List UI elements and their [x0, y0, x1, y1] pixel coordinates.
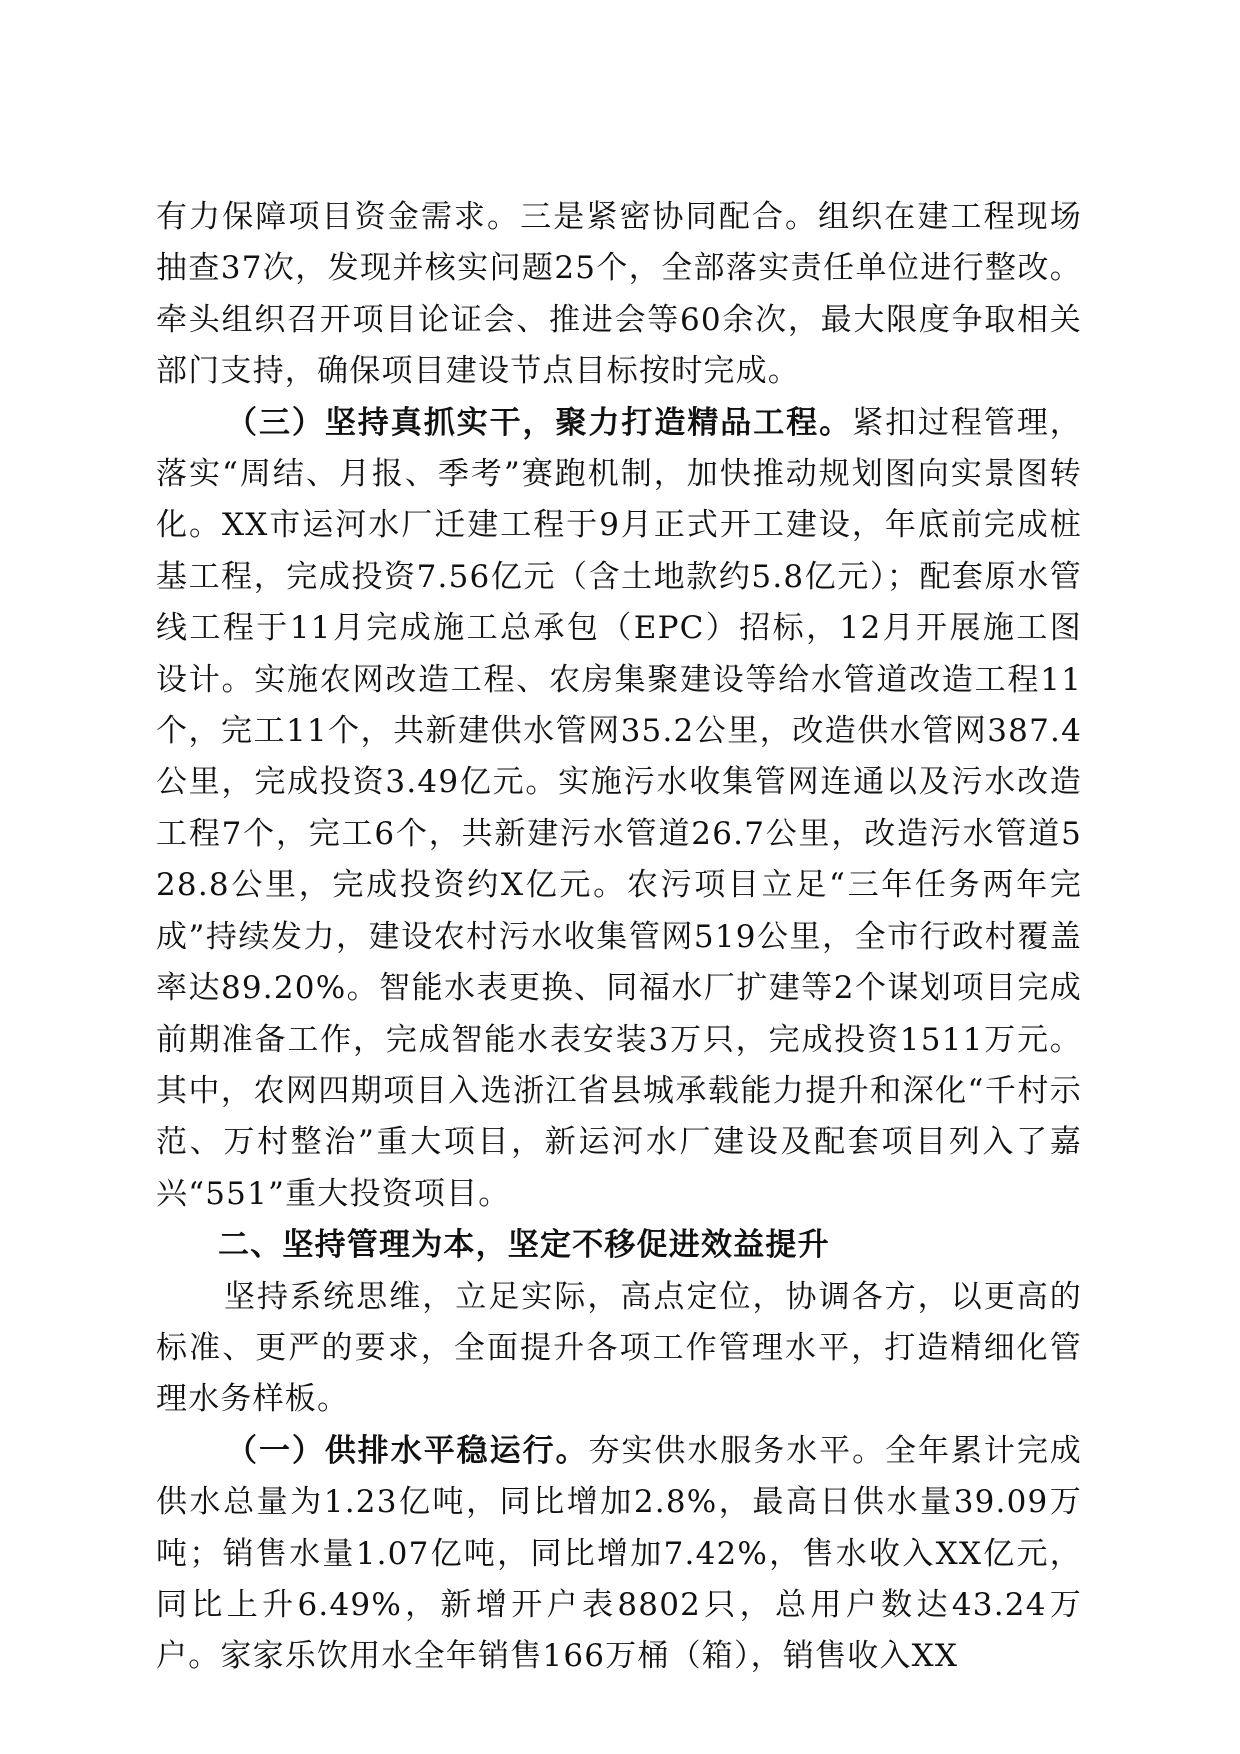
paragraph-intro-2: [156, 1272, 1082, 1426]
paragraph-section-3: [156, 398, 1082, 1221]
paragraph-continued: [156, 192, 1082, 398]
section-lead-heading: （一）供排水平稳运行。: [226, 1432, 589, 1469]
section-heading-2: 二、坚持管理为本，坚定不移促进效益提升: [218, 1227, 830, 1264]
paragraph-text: 紧扣过程管理，落实“周结、月报、季考”赛跑机制，加快推动规划图向实景图转化。XX市运河水厂迁建工程于9月正式开工建设，年底前完成桩基工程，完成投资7.56亿元（含土地款约5.8亿元）；配套原水管线工程于11月完成施工总承包（EPC）招标，12月开展施工图设计。实施农网改造工程、农房集聚建设等给水管道改造工程11个，完工11个，共新建供水管网35.2公里，改造供水管网387.4公里，完成投资3.49亿元。实施污水收集管网连通以及污水改造工程7个，完工6个，共新建污水管道26.7公里，改造污水管道528.8公里，完成投资约X亿元。农污项目立足“三年任务两年完成”持续发力，建设农村污水收集管网519公里，全市行政村覆盖率达89.20%。智能水表更换、同福水厂扩建等2个谋划项目完成前期准备工作，完成智能水表安装3万只，完成投资1511万元。其中，农网四期项目入选浙江省县城承载能力提升和深化“千村示范、万村整治”重大项目，新运河水厂建设及配套项目列入了嘉兴“551”重大投资项目。: [156, 404, 1082, 1212]
paragraph-text: 夯实供水服务水平。全年累计完成供水总量为1.23亿吨，同比增加2.8%，最高日供水量39.09万吨；销售水量1.07亿吨，同比增加7.42%，售水收入XX亿元，同比上升6.49%，新增开户表8802只，总用户数达43.24万户。家家乐饮用水全年销售166万桶（箱），销售收入XX: [156, 1432, 1083, 1675]
paragraph-text: 有力保障项目资金需求。三是紧密协同配合。组织在建工程现场抽查37次，发现并核实问题25个，全部落实责任单位进行整改。牵头组织召开项目论证会、推进会等60余次，最大限度争取相关部门支持，确保项目建设节点目标按时完成。: [156, 199, 1082, 390]
document-body: [156, 192, 1082, 1683]
section-lead-heading: （三）坚持真抓实干，聚力打造精品工程。: [226, 404, 853, 441]
paragraph-text: 坚持系统思维，立足实际，高点定位，协调各方，以更高的标准、更严的要求，全面提升各项工作管理水平，打造精细化管理水务样板。: [156, 1278, 1082, 1418]
paragraph-section-2-1: [156, 1426, 1082, 1683]
